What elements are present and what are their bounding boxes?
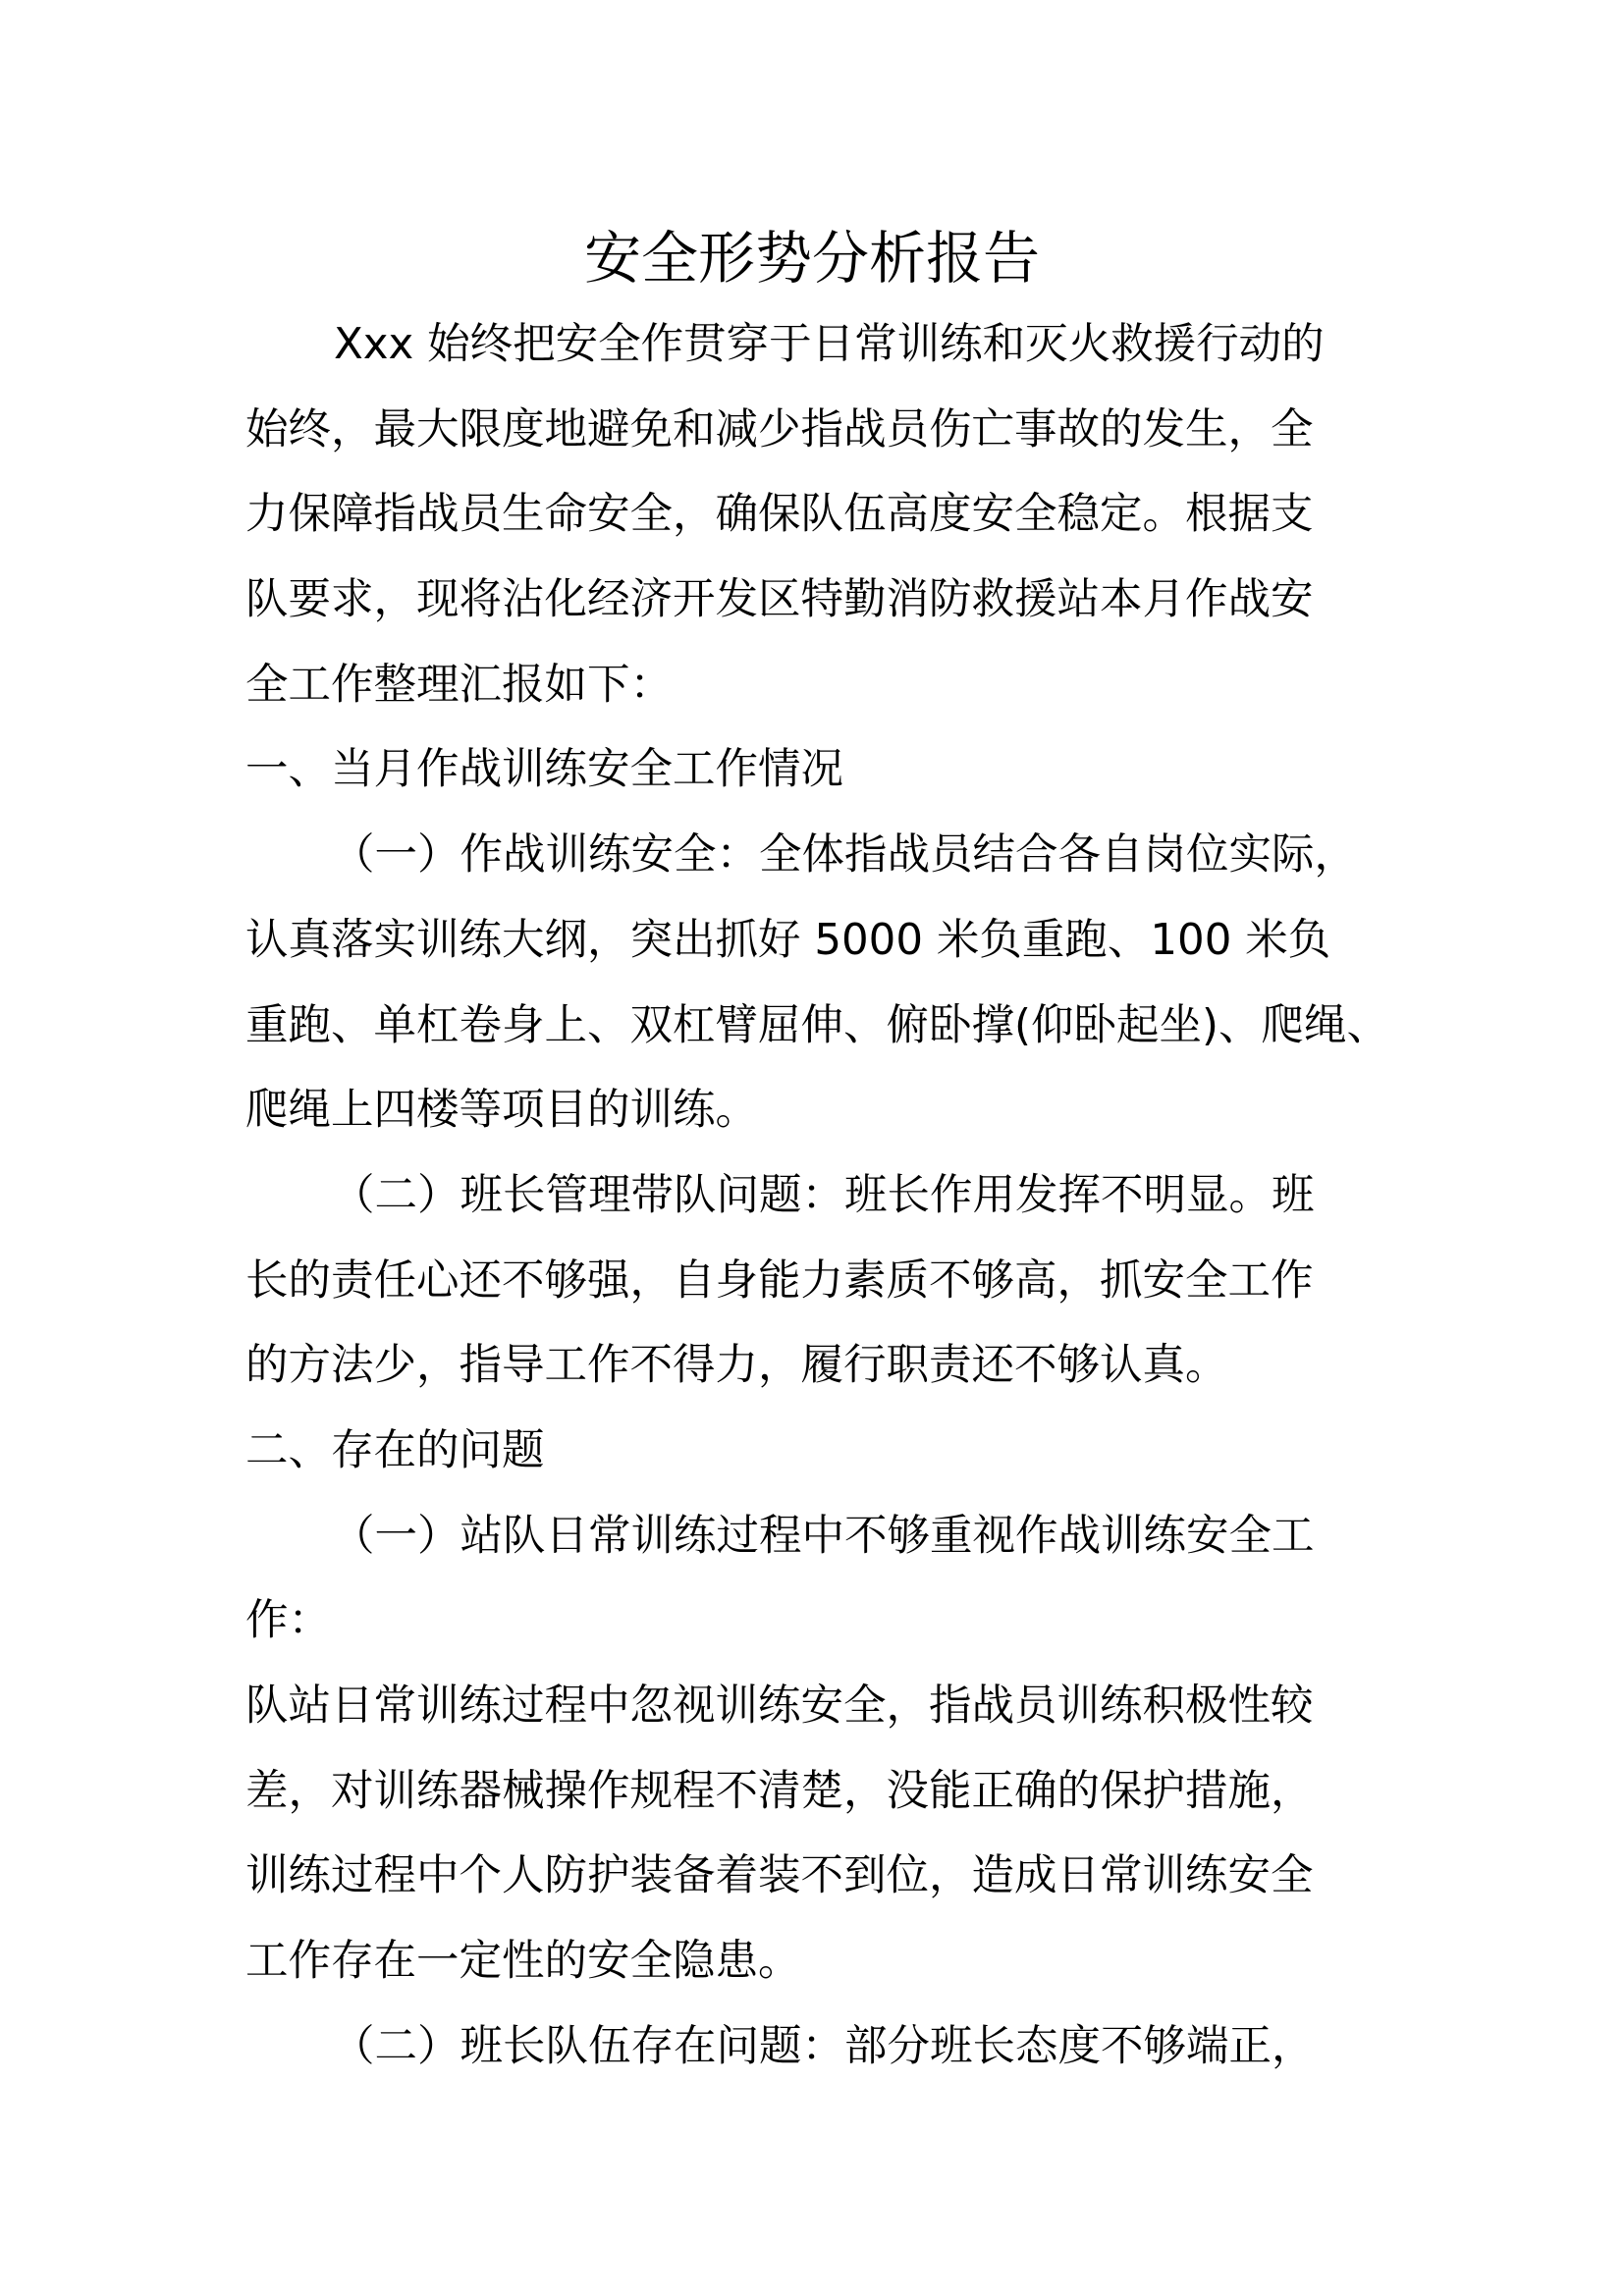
text-line: 爬绳上四楼等项目的训练。: [245, 1086, 758, 1136]
paragraph-training-safety-issues: [245, 1671, 1384, 2011]
text-line: （二）班长管理带队问题：班长作用发挥不明显。班: [332, 1170, 1315, 1220]
section-heading-1: [245, 734, 1384, 820]
paragraph-training-not-valued: [245, 1501, 1384, 1671]
paragraph-squad-leader-management: [245, 1160, 1384, 1415]
paragraph-combat-training-safety: [245, 820, 1389, 1160]
text-line: （一）站队日常训练过程中不够重视作战训练安全工: [332, 1511, 1315, 1561]
text-line: 认真落实训练大纲，突出抓好 5000 米负重跑、100 米负: [245, 915, 1331, 965]
text-line: 训练过程中个人防护装备着装不到位，造成日常训练安全: [245, 1851, 1314, 1901]
paragraph-intro: [245, 309, 1384, 734]
text-line: 差，对训练器械操作规程不清楚，没能正确的保护措施，: [245, 1766, 1314, 1816]
heading-line: 一、当月作战训练安全工作情况: [245, 745, 843, 795]
text-line: 重跑、单杠卷身上、双杠臂屈伸、俯卧撑(仰卧起坐)、爬绳、: [245, 1000, 1389, 1050]
text-line: 始终，最大限度地避免和减少指战员伤亡事故的发生，全: [245, 404, 1314, 454]
text-line: 工作存在一定性的安全隐患。: [245, 1937, 801, 1987]
heading-line: 二、存在的问题: [245, 1425, 545, 1475]
paragraph-squad-leader-issues: [245, 2011, 1384, 2097]
text-line: 全工作整理汇报如下：: [245, 660, 673, 710]
text-line: 长的责任心还不够强，自身能力素质不够高，抓安全工作: [245, 1255, 1314, 1306]
text-line: 作：: [245, 1596, 331, 1646]
text-line: 队站日常训练过程中忽视训练安全，指战员训练积极性较: [245, 1682, 1314, 1731]
text-line: Xxx 始终把安全作贯穿于日常训练和灭火救援行动的: [334, 320, 1325, 369]
text-line: （二）班长队伍存在问题：部分班长态度不够端正，: [332, 2021, 1315, 2071]
text-line: （一）作战训练安全：全体指战员结合各自岗位实际，: [332, 830, 1357, 881]
section-heading-2: [245, 1415, 1384, 1501]
text-line: 力保障指战员生命安全，确保队伍高度安全稳定。根据支: [245, 490, 1314, 540]
document-title: 安全形势分析报告: [583, 225, 1040, 292]
document-body: [245, 309, 1389, 2096]
text-line: 的方法少，指导工作不得力，履行职责还不够认真。: [245, 1341, 1228, 1391]
text-line: 队要求，现将沾化经济开发区特勤消防救援站本月作战安: [245, 575, 1314, 625]
